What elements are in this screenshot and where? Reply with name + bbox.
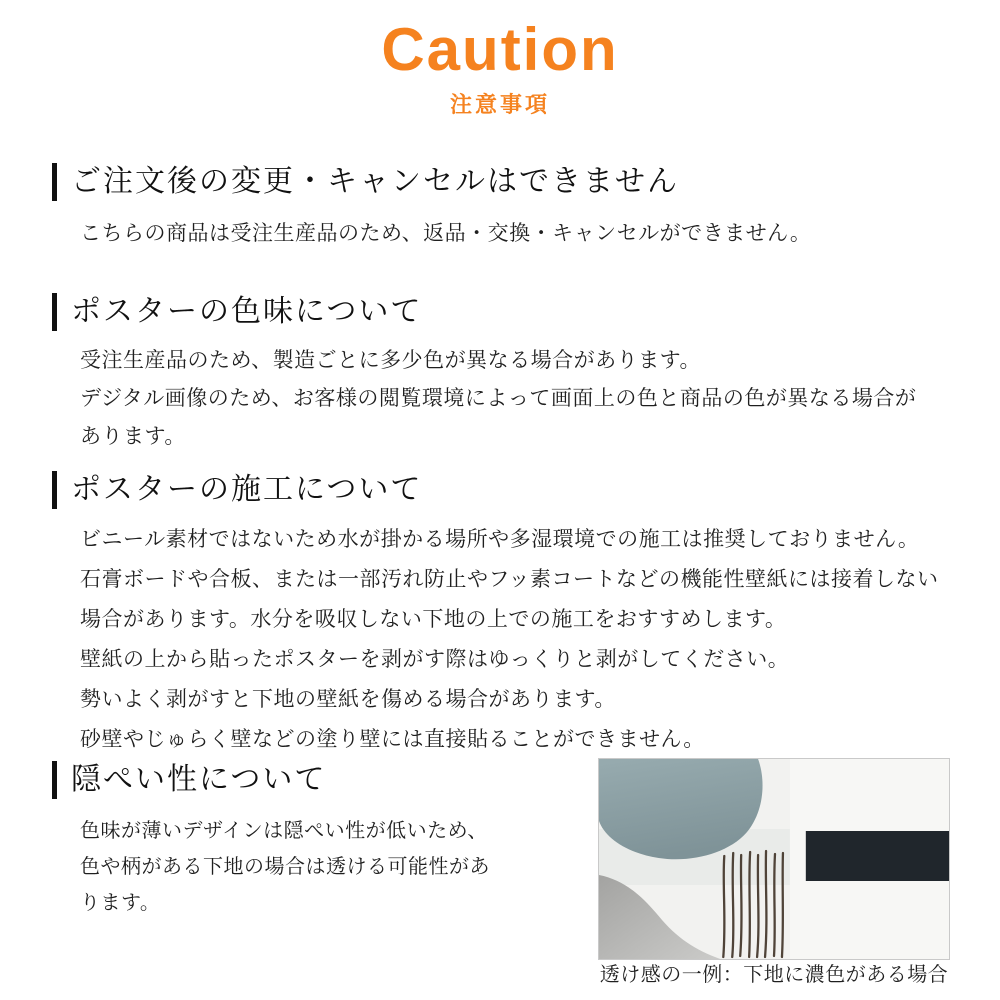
body-line: 石膏ボードや合板、または一部汚れ防止やフッ素コートなどの機能性壁紙には接着しない: [80, 568, 939, 591]
section-body: [80, 813, 490, 921]
body-line: 色味が薄いデザインは隠ぺい性が低いため、: [80, 820, 488, 842]
section-order-cancellation: [52, 163, 811, 254]
body-line: デジタル画像のため、お客様の閲覧環境によって画面上の色と商品の色が異なる場合が: [80, 387, 917, 410]
poster-example-image: [598, 758, 950, 960]
section-poster-installation: [52, 471, 939, 760]
section-body: [80, 520, 939, 760]
body-line: ります。: [80, 892, 161, 914]
section-poster-color: [52, 293, 916, 456]
page-header: [0, 18, 1000, 119]
section-body: [80, 214, 811, 254]
section-body: [80, 342, 916, 456]
body-line: 受注生産品のため、製造ごとに多少色が異なる場合があります。: [80, 349, 701, 372]
body-line: ビニール素材ではないため水が掛かる場所や多湿環境での施工は推奨しておりません。: [80, 528, 920, 551]
section-heading: ポスターの色味について: [52, 293, 916, 331]
body-line: 色や柄がある下地の場合は透ける可能性があ: [80, 856, 490, 878]
page-title: Caution: [381, 16, 619, 83]
section-heading: ご注文後の変更・キャンセルはできません: [52, 163, 811, 201]
abstract-poster-art: [599, 759, 949, 959]
body-line: 場合があります。水分を吸収しない下地の上での施工をおすすめします。: [80, 608, 787, 631]
body-line: 勢いよく剥がすと下地の壁紙を傷める場合があります。: [80, 688, 616, 711]
black-rectangle: [806, 831, 949, 881]
body-line: あります。: [80, 425, 186, 448]
body-line: こちらの商品は受注生産品のため、返品・交換・キャンセルができません。: [80, 222, 812, 245]
page-subtitle: 注意事項: [449, 92, 550, 117]
section-heading: ポスターの施工について: [52, 471, 939, 509]
section-opacity: [52, 761, 490, 921]
body-line: 砂壁やじゅらく壁などの塗り壁には直接貼ることができません。: [80, 728, 705, 751]
poster-example-caption: 透け感の一例：下地に濃色がある場合: [599, 964, 949, 986]
body-line: 壁紙の上から貼ったポスターを剥がす際はゆっくりと剥がしてください。: [80, 648, 790, 671]
section-heading: 隠ぺい性について: [52, 761, 490, 799]
